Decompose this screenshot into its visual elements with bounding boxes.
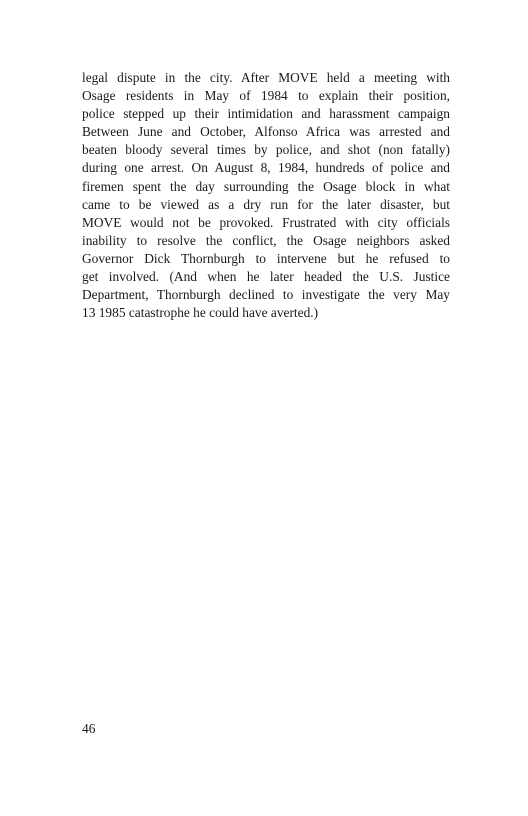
text-line: Osage residents in May of 1984 to explain their position, (82, 88, 450, 104)
text-line: Between June and October, Alfonso Africa was arrested and (82, 124, 450, 140)
text-line: legal dispute in the city. After MOVE held a meeting with (82, 70, 450, 85)
text-line: MOVE would not be provoked. Frustrated with city officials (82, 214, 450, 230)
text-line: came to be viewed as a dry run for the later disaster, but (82, 196, 450, 212)
text-line: police stepped up their intimidation and harassment campaign (82, 106, 450, 122)
text-line: Governor Dick Thornburgh to intervene but he refused to (82, 250, 450, 266)
text-line: Department, Thornburgh declined to investigate the very May (82, 287, 450, 303)
body-paragraph (82, 69, 450, 322)
text-line: inability to resolve the conflict, the Osage neighbors asked (82, 232, 450, 248)
text-line: get involved. (And when he later headed the U.S. Justice (82, 269, 450, 285)
text-line: beaten bloody several times by police, and shot (non fatally) (82, 142, 450, 158)
page-number: 46 (82, 721, 96, 736)
text-line: during one arrest. On August 8, 1984, hundreds of police and (82, 160, 450, 176)
text-line: firemen spent the day surrounding the Osage block in what (82, 178, 450, 194)
text-line: 13 1985 catastrophe he could have averted.) (82, 305, 319, 321)
